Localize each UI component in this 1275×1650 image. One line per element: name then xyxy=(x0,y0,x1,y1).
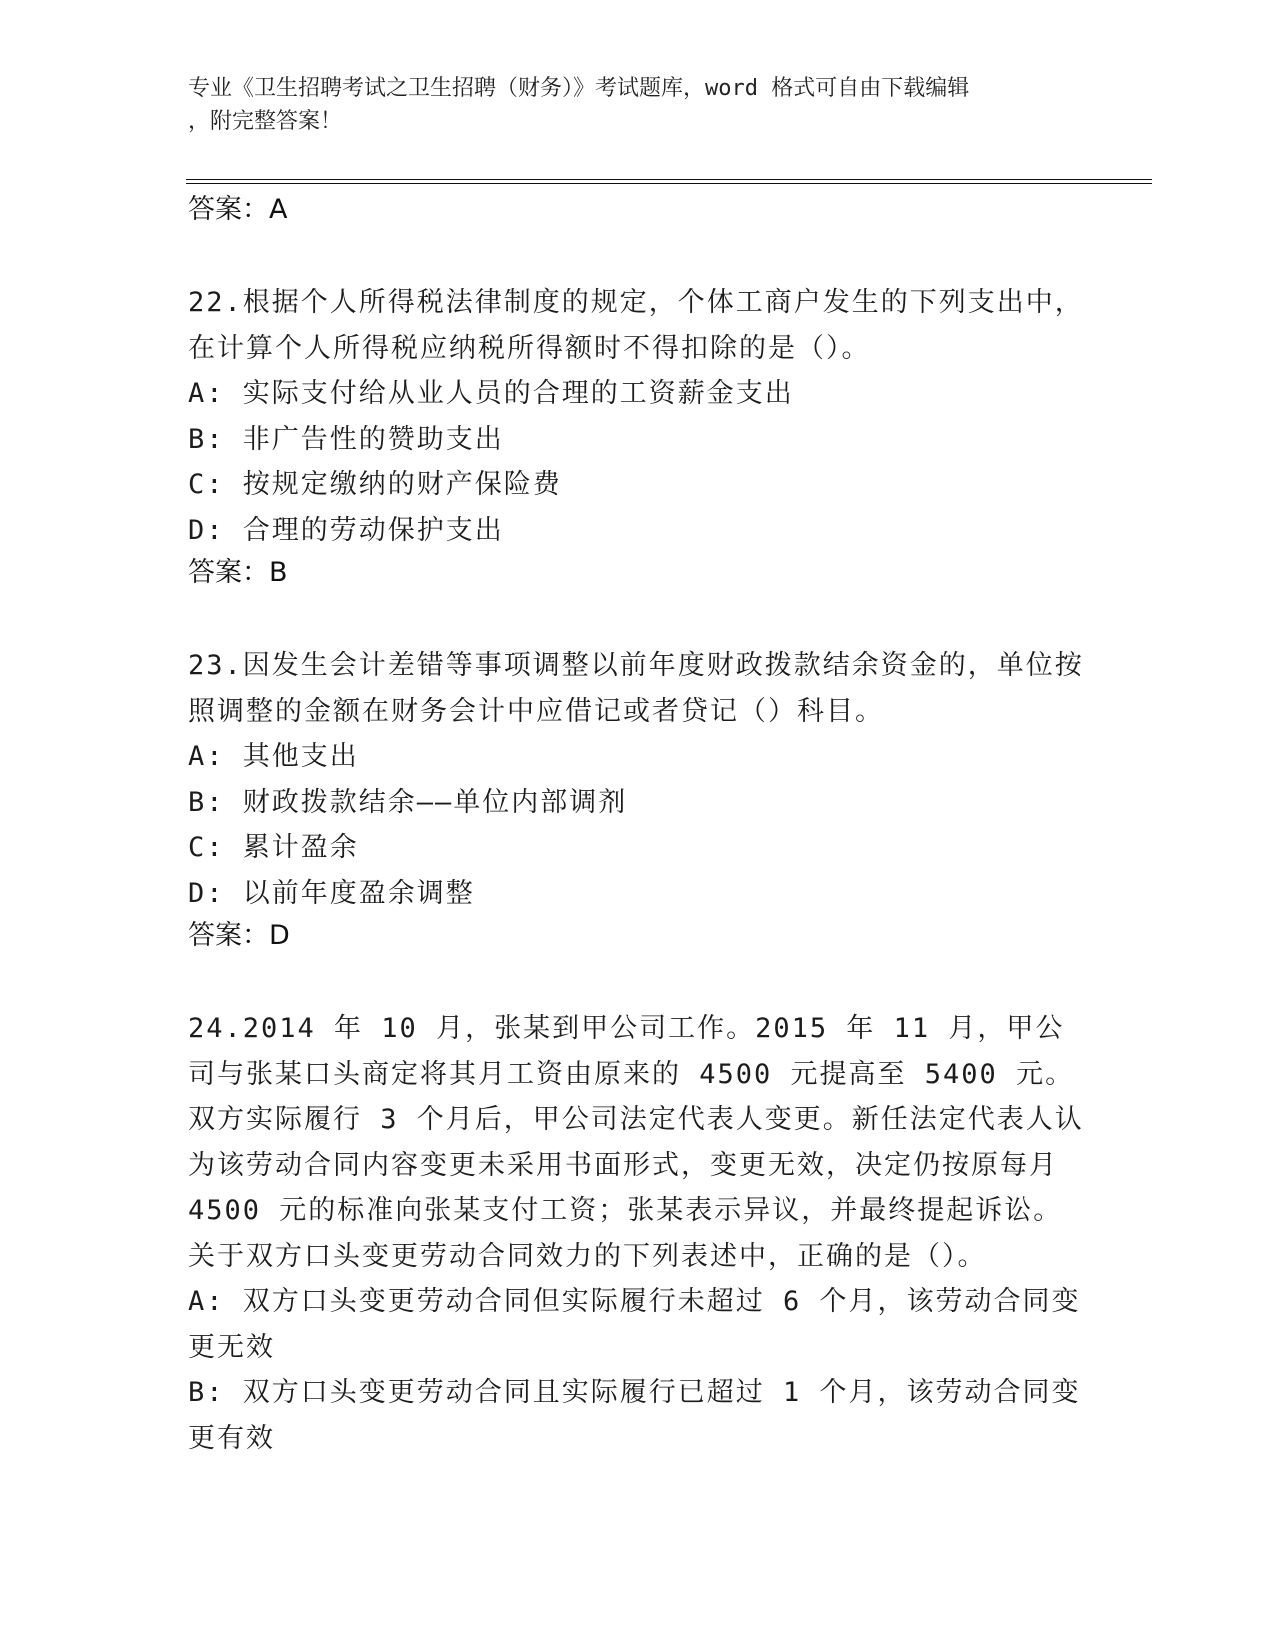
option-b: B: 财政拨款结余——单位内部调剂 xyxy=(188,786,628,818)
option-a: A: 双方口头变更劳动合同但实际履行未超过 6 个月，该劳动合同变更无效 xyxy=(188,1286,1081,1363)
option-c: C: 按规定缴纳的财产保险费 xyxy=(188,469,562,500)
answer-label: 答案：D xyxy=(188,920,290,951)
answer-label: 答案：A xyxy=(188,194,288,225)
question-23 xyxy=(188,643,1088,956)
answer-label: 答案：B xyxy=(188,557,288,588)
option-a: A: 实际支付给从业人员的合理的工资薪金支出 xyxy=(188,378,794,409)
question-text: 24.2014 年 10 月，张某到甲公司工作。2015 年 11 月，甲公司与张某口头商定将其月工资由原来的 4500 元提高至 5400 元。双方实际履行 3 个月后，甲公司法定代表人变更。新任法定代表人认为该劳动合同内容变更未采用书面形式，变更无效，决定仍按原每月 4500 元的标准向张某支付工资；张某表示异议，并最终提起诉讼。关于双方口头变更劳动合同效力的下列表述中，正确的是（）。 xyxy=(188,1013,1084,1272)
header-line-1: 专业《卫生招聘考试之卫生招聘（财务）》考试题库，word 格式可自由下载编辑 xyxy=(188,76,970,101)
question-22 xyxy=(188,280,1088,593)
question-text: 22.根据个人所得税法律制度的规定，个体工商户发生的下列支出中，在计算个人所得税应纳税所得额时不得扣除的是（）。 xyxy=(188,287,1084,364)
spacer xyxy=(188,230,1088,280)
header-rule-bottom xyxy=(186,183,1152,184)
option-b: B: 双方口头变更劳动合同且实际履行已超过 1 个月，该劳动合同变更有效 xyxy=(188,1377,1081,1454)
option-d: D: 以前年度盈余调整 xyxy=(188,877,475,909)
option-a: A: 其他支出 xyxy=(188,741,359,772)
question-text: 23.因发生会计差错等事项调整以前年度财政拨款结余资金的，单位按照调整的金额在财务会计中应借记或者贷记（）科目。 xyxy=(188,650,1084,727)
option-d: D: 合理的劳动保护支出 xyxy=(188,514,504,546)
spacer xyxy=(188,956,1088,1006)
option-b: B: 非广告性的赞助支出 xyxy=(188,423,504,455)
content-area xyxy=(188,190,1088,1461)
question-24 xyxy=(188,1006,1088,1461)
spacer xyxy=(188,593,1088,643)
option-c: C: 累计盈余 xyxy=(188,832,359,863)
header-line-2: ，附完整答案！ xyxy=(188,109,343,134)
header-rule-top xyxy=(186,179,1152,180)
header-note xyxy=(188,72,1068,138)
